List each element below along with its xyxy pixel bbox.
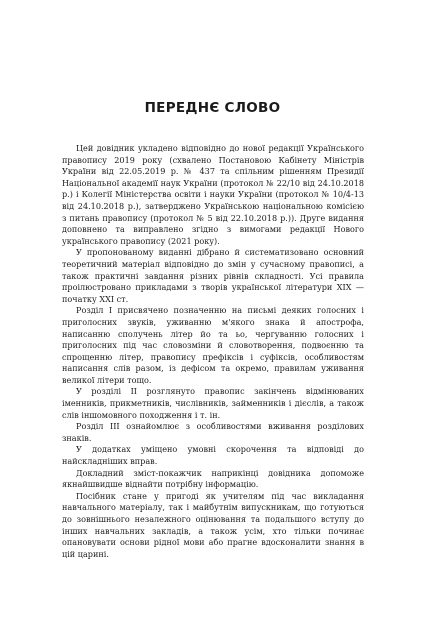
page-title: ПЕРЕДНЄ СЛОВО [144, 100, 281, 116]
paragraph-2: У пропонованому виданні дібрано й систематизовано основний теоретичний матеріал відповідно до змін у сучасному правописі, а також практичні завдання різних рівнів складності. Усі правила проілюстровано прикладами з творів української літератури XIX — початку XXI ст. [62, 247, 364, 304]
paragraph-7: Докладний зміст-покажчик наприкінці довідника допоможе якнайшвидше віднайти потрібну інформацію. [62, 467, 364, 490]
paragraph-6: У додатках уміщено умовні скорочення та відповіді до найскладніших вправ. [62, 444, 364, 467]
foreword-body [62, 143, 364, 560]
paragraph-8: Посібник стане у пригоді як учителям під час викладання навчального матеріалу, так і майбутнім випускникам, що готуються до зовнішнього незалежного оцінювання та подальшого вступу до інших навчальних закладів, а також усім, хто тільки починає опановувати основи рідної мови або прагне вдосконалити знання в цій царині. [62, 490, 364, 559]
paragraph-5: Розділ III ознайомлює з особливостями вживання розділових знаків. [62, 421, 364, 443]
paragraph-1: Цей довідник укладено відповідно до нової редакції Українського правопису 2019 року (схвалено Постановою Кабінету Міністрів України від 22.05.2019 р. № 437 та спільним рішенням Президії Національної академії наук України (протокол № 22/10 від 24.10.2018 р.) і Колегії Міністерства освіти і науки України (протокол № 10/4-13 від 24.10.2018 р.), затверджено Українською національною комісією з питань правопису (протокол № 5 від 22.10.2018 р.)). Друге видання доповнено та виправлено згідно з вимогами редакції Нового українського правопису (2021 року). [62, 143, 364, 246]
paragraph-4: У розділі II розглянуто правопис закінчень відмінюваних іменників, прикметників, числівників, займенників і дієслів, а також слів іншомовного походження і т. ін. [62, 386, 364, 420]
paragraph-3: Розділ I присвячено позначенню на письмі деяких голосних і приголосних звуків, уживанню м'якого знака й апострофа, написанню сполучень літер йо та ьо, чергуванню голосних і приголосних під час словозміни й словотворення, подвоєнню та спрощенню літер, правопису префіксів і суфіксів, особливостям написання слів разом, із дефісом та окремо, правилам уживання великої літери тощо. [62, 305, 364, 385]
